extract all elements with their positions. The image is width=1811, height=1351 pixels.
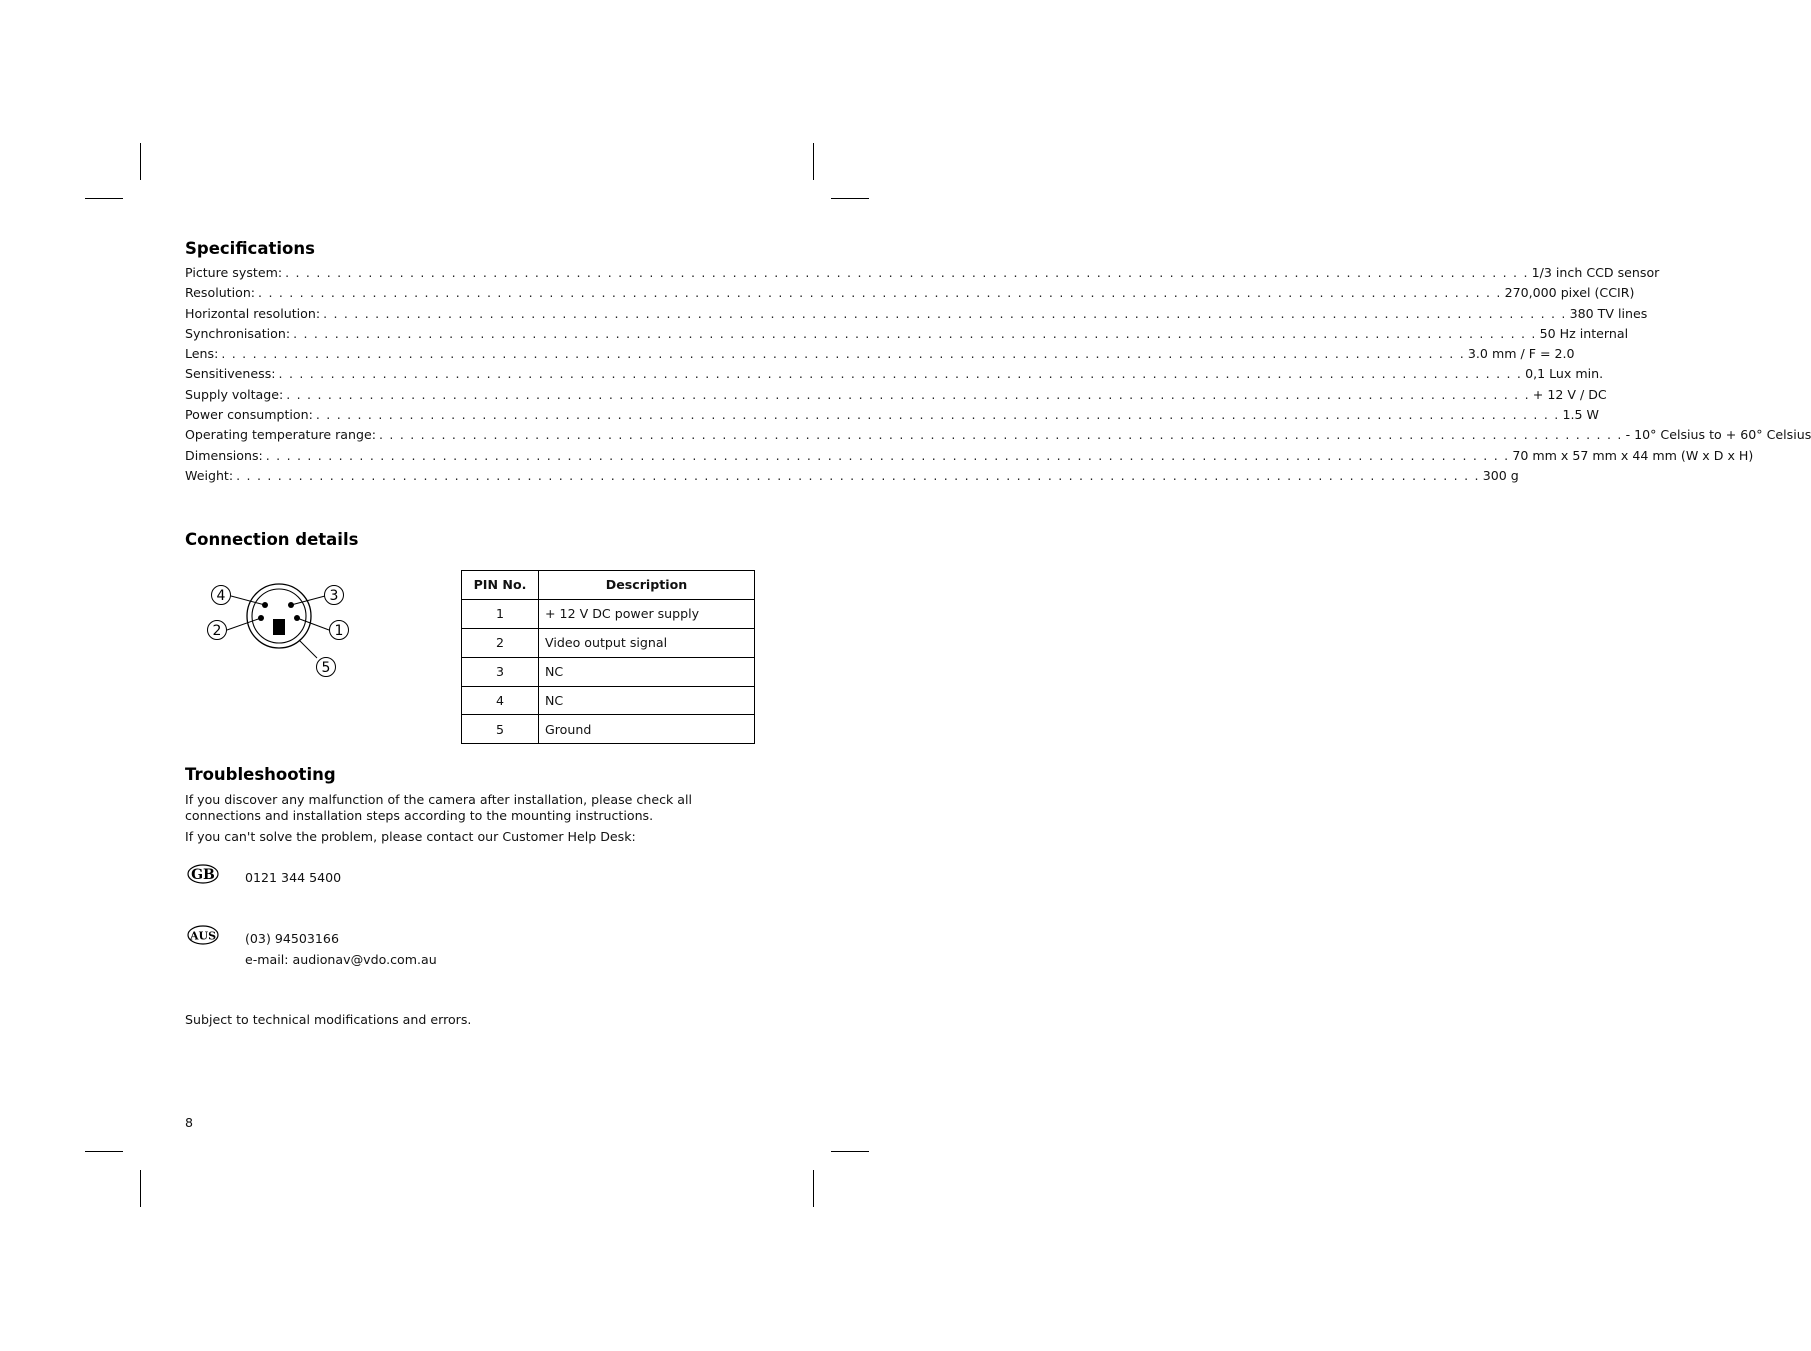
leader-line-1 — [297, 618, 329, 630]
spec-row — [185, 386, 1607, 407]
connector-outer-ring — [247, 584, 311, 648]
gb-contact — [245, 867, 341, 888]
crop-mark — [140, 143, 141, 180]
crop-mark — [813, 143, 814, 180]
dot-leader: . . . . . . . . . . . . . . . . . . . . . . . . . . . . . . . . . . . . . . . . . . . . . . . . . . . . . . . . . . . . . . . . . . . . . . . . . . . . . . . . . . . . . . . . . . . . . . . . . . . . . . . . . . . . . . . . . . . . . . . . — [315, 407, 1560, 423]
spec-label: Weight: — [185, 467, 234, 483]
pin-description-cell: + 12 V DC power supply — [539, 599, 755, 628]
disclaimer-note: Subject to technical modifications and errors. — [185, 1012, 472, 1027]
spec-value: - 10° Celsius to + 60° Celsius — [1625, 427, 1811, 443]
spec-row — [185, 325, 1629, 346]
crop-mark — [140, 1170, 141, 1207]
pin-table-row — [462, 715, 755, 744]
spec-label: Dimensions: — [185, 447, 263, 463]
pin-number-cell: 1 — [462, 599, 539, 628]
spec-label: Synchronisation: — [185, 325, 291, 341]
spec-label: Operating temperature range: — [185, 427, 376, 443]
gb-badge-label: GB — [191, 867, 215, 883]
pin-description-cell: Ground — [539, 715, 755, 744]
leader-line-2 — [227, 618, 261, 630]
spec-value: 1/3 inch CCD sensor — [1531, 265, 1660, 280]
spec-value: 70 mm x 57 mm x 44 mm (W x D x H) — [1512, 447, 1754, 463]
connector-pin-diagram — [205, 578, 355, 683]
spec-value: 1.5 W — [1562, 407, 1599, 423]
pin-table-header-row — [462, 571, 755, 600]
crop-mark — [813, 1170, 814, 1207]
dot-leader: . . . . . . . . . . . . . . . . . . . . . . . . . . . . . . . . . . . . . . . . . . . . . . . . . . . . . . . . . . . . . . . . . . . . . . . . . . . . . . . . . . . . . . . . . . . . . . . . . . . . . . . . . . . . . . . . . . . . . . . . — [221, 346, 1465, 362]
troubleshooting-paragraph — [185, 792, 765, 824]
help-desk-intro: If you can't solve the problem, please contact our Customer Help Desk: — [185, 829, 636, 844]
pin-number-cell: 4 — [462, 686, 539, 715]
spec-label: Resolution: — [185, 285, 256, 301]
spec-row — [185, 265, 1660, 285]
pin-table-row — [462, 657, 755, 686]
crop-mark — [85, 198, 123, 199]
dot-leader: . . . . . . . . . . . . . . . . . . . . . . . . . . . . . . . . . . . . . . . . . . . . . . . . . . . . . . . . . . . . . . . . . . . . . . . . . . . . . . . . . . . . . . . . . . . . . . . . . . . . . . . . . . . . . . . . . . . . . . . . — [323, 305, 1567, 321]
spec-row — [185, 346, 1575, 366]
aus-contact — [245, 928, 437, 970]
specifications-heading: Specifications — [185, 239, 315, 258]
spec-value: 3.0 mm / F = 2.0 — [1467, 346, 1575, 362]
spec-label: Picture system: — [185, 265, 283, 280]
spec-row — [185, 305, 1648, 326]
pin-description-cell: NC — [539, 686, 755, 715]
spec-value: 0,1 Lux min. — [1525, 366, 1604, 382]
connector-key — [273, 619, 285, 635]
pin-number-cell: 2 — [462, 628, 539, 657]
spec-value: 300 g — [1482, 467, 1519, 483]
spec-value: + 12 V / DC — [1532, 386, 1607, 402]
specifications-list — [185, 265, 1811, 488]
dot-leader: . . . . . . . . . . . . . . . . . . . . . . . . . . . . . . . . . . . . . . . . . . . . . . . . . . . . . . . . . . . . . . . . . . . . . . . . . . . . . . . . . . . . . . . . . . . . . . . . . . . . . . . . . . . . . . . . . . . . . . . . — [265, 447, 1510, 463]
pin-label-5: 5 — [321, 660, 331, 676]
spec-value: 50 Hz internal — [1539, 325, 1629, 341]
gb-phone-number: 0121 344 5400 — [245, 870, 342, 885]
spec-row — [185, 467, 1519, 488]
dot-leader: . . . . . . . . . . . . . . . . . . . . . . . . . . . . . . . . . . . . . . . . . . . . . . . . . . . . . . . . . . . . . . . . . . . . . . . . . . . . . . . . . . . . . . . . . . . . . . . . . . . . . . . . . . . . . . . . . . . . . . . . — [278, 366, 1523, 382]
spec-row — [185, 407, 1599, 427]
spec-value: 270,000 pixel (CCIR) — [1504, 285, 1635, 301]
pin-table-row — [462, 599, 755, 628]
dot-leader: . . . . . . . . . . . . . . . . . . . . . . . . . . . . . . . . . . . . . . . . . . . . . . . . . . . . . . . . . . . . . . . . . . . . . . . . . . . . . . . . . . . . . . . . . . . . . . . . . . . . . . . . . . . . . . . . . . . . . . . . — [285, 265, 1529, 280]
pin-description-cell: NC — [539, 657, 755, 686]
troubleshooting-heading: Troubleshooting — [185, 765, 336, 784]
pin-number-cell: 3 — [462, 657, 539, 686]
spec-row — [185, 285, 1635, 305]
troubleshooting-line-1: If you discover any malfunction of the camera after installation, please check all — [185, 792, 693, 807]
spec-row — [185, 366, 1604, 386]
spec-label: Power consumption: — [185, 407, 313, 423]
dot-leader: . . . . . . . . . . . . . . . . . . . . . . . . . . . . . . . . . . . . . . . . . . . . . . . . . . . . . . . . . . . . . . . . . . . . . . . . . . . . . . . . . . . . . . . . . . . . . . . . . . . . . . . . . . . . . . . . . . . . . . . . — [258, 285, 1502, 301]
pin-label-2: 2 — [212, 623, 222, 639]
dot-leader: . . . . . . . . . . . . . . . . . . . . . . . . . . . . . . . . . . . . . . . . . . . . . . . . . . . . . . . . . . . . . . . . . . . . . . . . . . . . . . . . . . . . . . . . . . . . . . . . . . . . . . . . . . . . . . . . . . . . . . . . — [236, 467, 1480, 483]
pin-label-1: 1 — [334, 623, 344, 639]
page-number: 8 — [185, 1115, 194, 1130]
pin-label-4: 4 — [216, 588, 226, 604]
troubleshooting-line-2: connections and installation steps according to the mounting instructions. — [185, 808, 654, 823]
connection-details-heading: Connection details — [185, 530, 359, 549]
leader-line-5 — [299, 640, 317, 658]
pin-number-cell: 5 — [462, 715, 539, 744]
pin-label-3: 3 — [329, 588, 339, 604]
dot-leader: . . . . . . . . . . . . . . . . . . . . . . . . . . . . . . . . . . . . . . . . . . . . . . . . . . . . . . . . . . . . . . . . . . . . . . . . . . . . . . . . . . . . . . . . . . . . . . . . . . . . . . . . . . . . . . . . . . . . . . . . — [379, 427, 1623, 443]
crop-mark — [831, 1151, 869, 1152]
spec-label: Horizontal resolution: — [185, 305, 321, 321]
pin-table-header-description: Description — [539, 571, 755, 600]
pin-table-header-pin: PIN No. — [462, 571, 539, 600]
spec-label: Lens: — [185, 346, 219, 362]
aus-country-badge — [187, 925, 219, 945]
crop-mark — [85, 1151, 123, 1152]
spec-row — [185, 427, 1811, 447]
pin-table-row — [462, 686, 755, 715]
spec-row — [185, 447, 1754, 468]
pin-description-cell: Video output signal — [539, 628, 755, 657]
gb-country-badge — [187, 864, 219, 884]
dot-leader: . . . . . . . . . . . . . . . . . . . . . . . . . . . . . . . . . . . . . . . . . . . . . . . . . . . . . . . . . . . . . . . . . . . . . . . . . . . . . . . . . . . . . . . . . . . . . . . . . . . . . . . . . . . . . . . . . . . . . . . . — [293, 325, 1537, 341]
spec-label: Sensitiveness: — [185, 366, 276, 382]
spec-label: Supply voltage: — [185, 386, 284, 402]
dot-leader: . . . . . . . . . . . . . . . . . . . . . . . . . . . . . . . . . . . . . . . . . . . . . . . . . . . . . . . . . . . . . . . . . . . . . . . . . . . . . . . . . . . . . . . . . . . . . . . . . . . . . . . . . . . . . . . . . . . . . . . . — [286, 386, 1530, 402]
pin-table — [461, 570, 755, 744]
spec-value: 380 TV lines — [1569, 305, 1648, 321]
crop-mark — [831, 198, 869, 199]
aus-email: e-mail: audionav@vdo.com.au — [245, 952, 437, 967]
aus-badge-label: AUS — [189, 929, 217, 943]
aus-phone-number: (03) 94503166 — [245, 931, 339, 946]
pin-table-row — [462, 628, 755, 657]
